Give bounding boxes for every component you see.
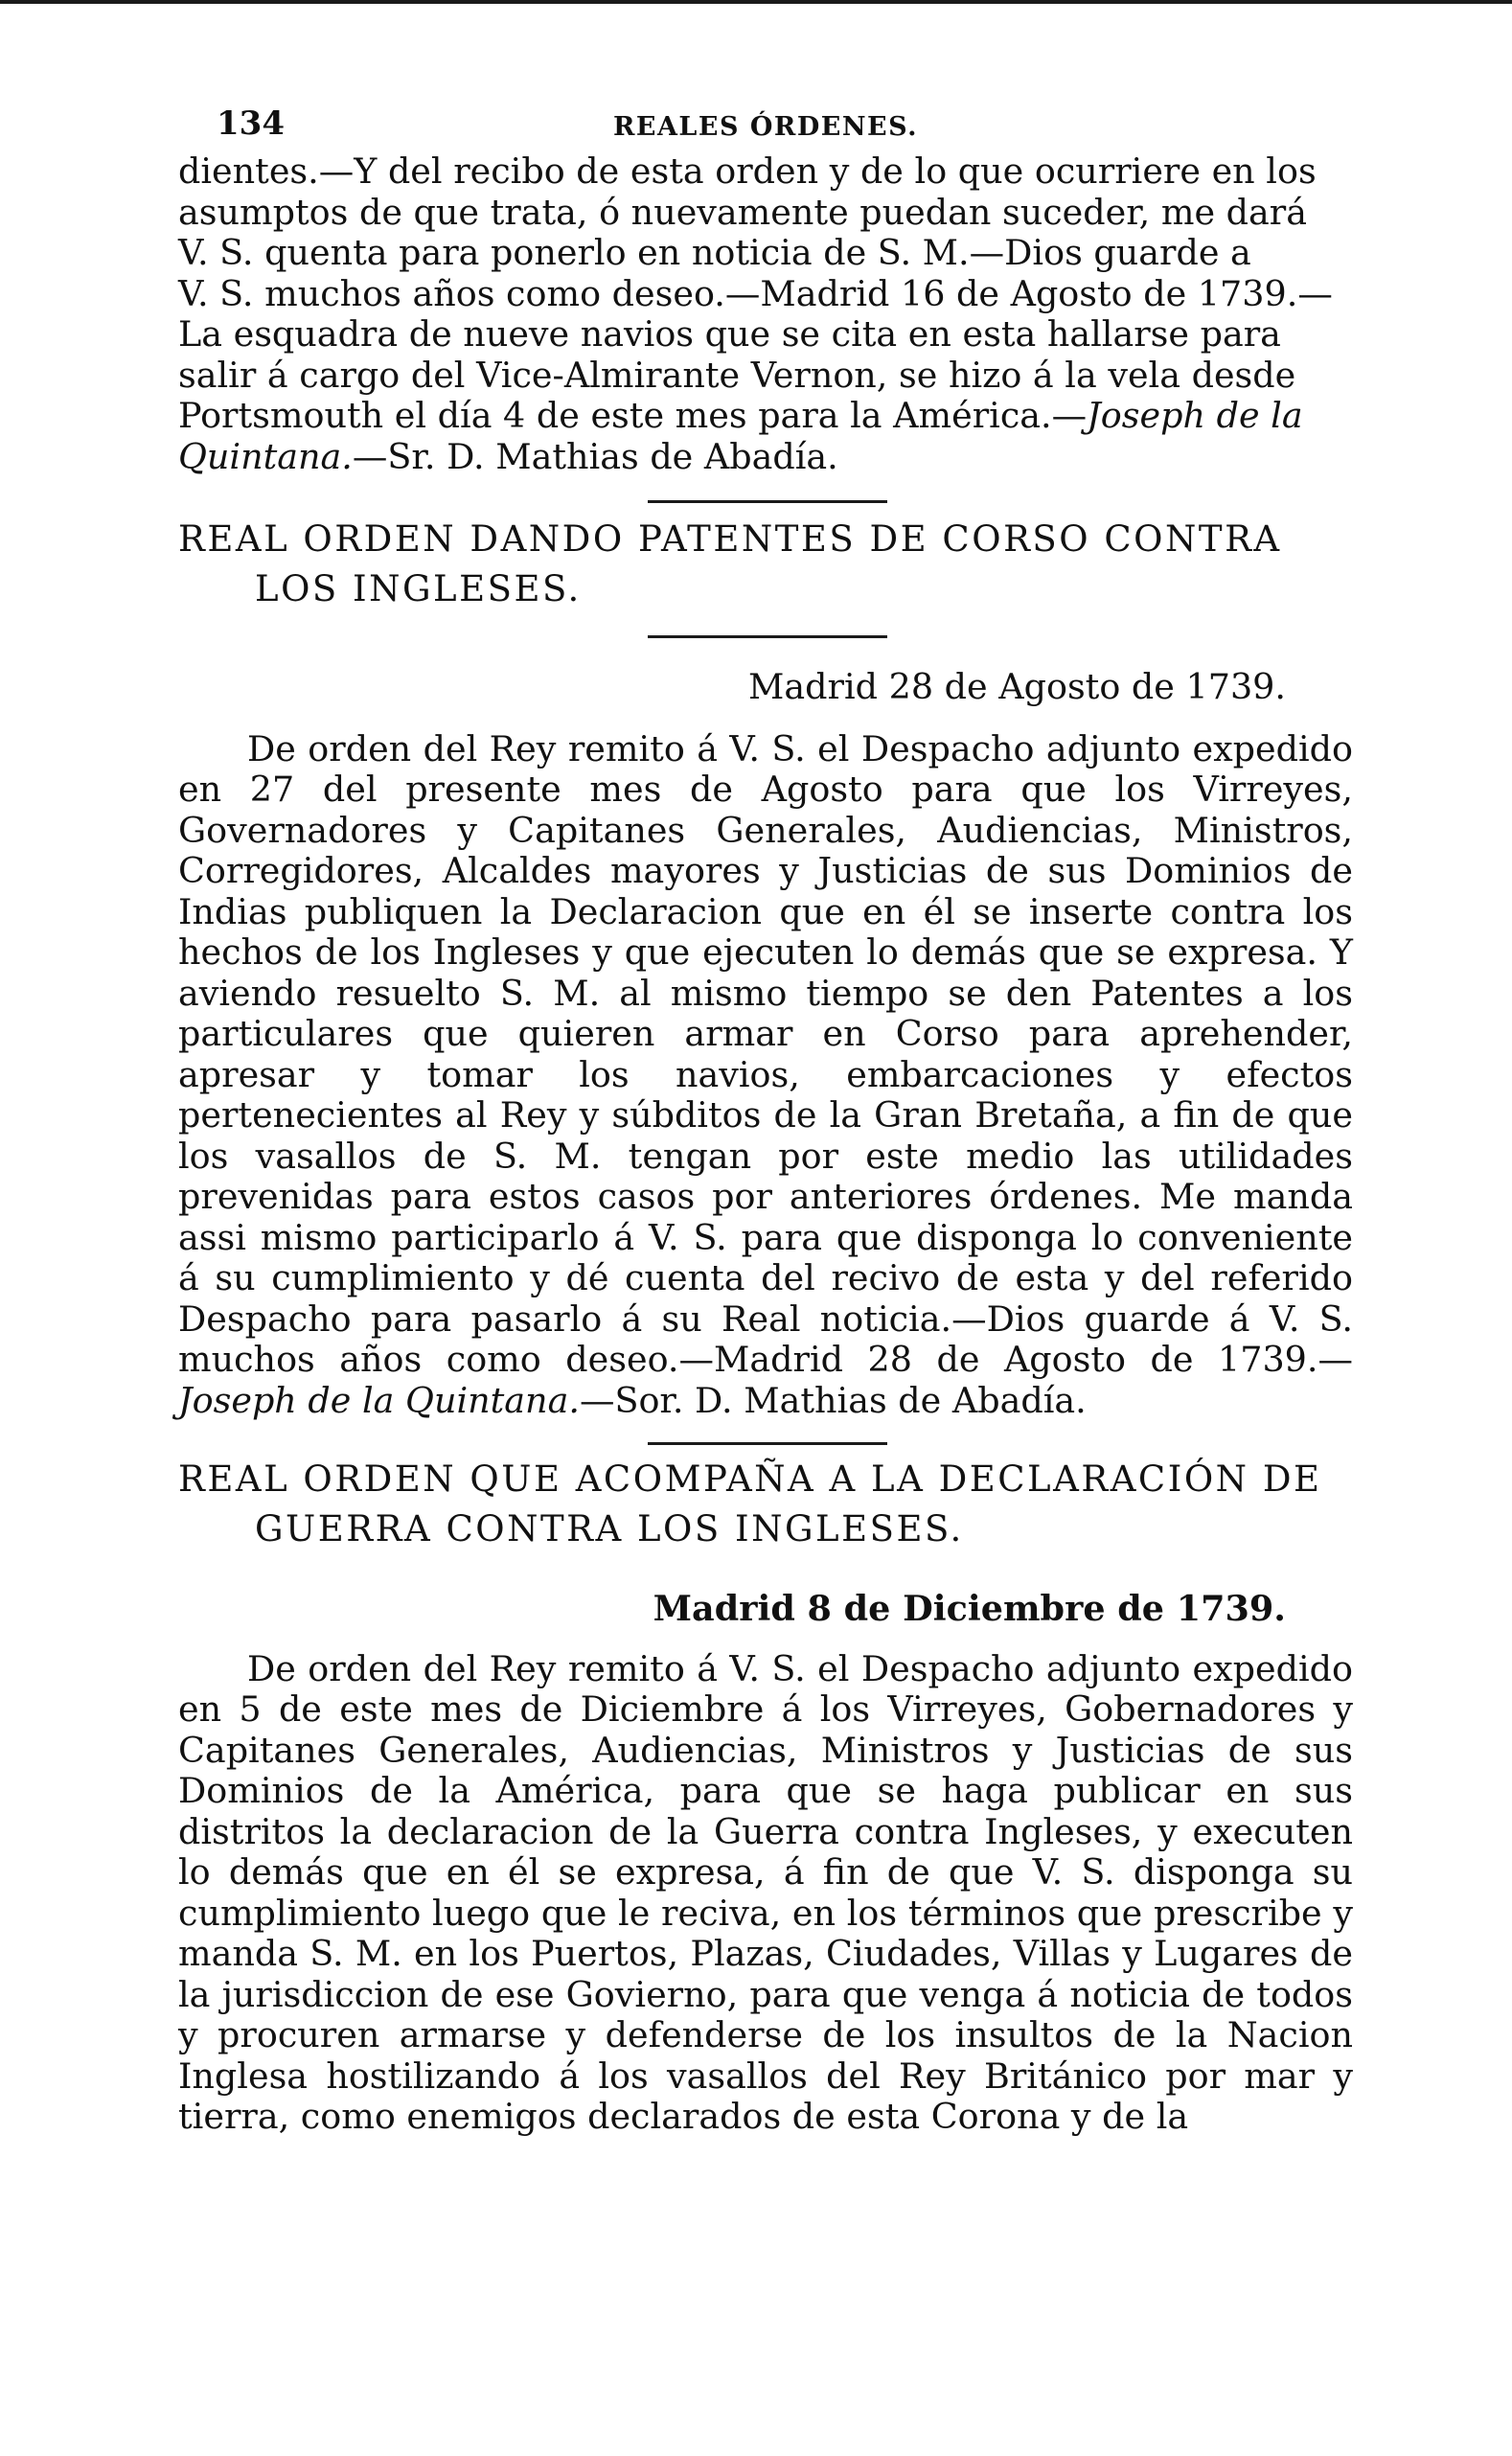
- text-line: [178, 437, 1353, 478]
- page-top-border: [0, 0, 1512, 4]
- text-run: —Sr. D. Mathias de Abadía.: [352, 435, 838, 477]
- text-line: dientes.—Y del recibo de esta orden y de lo que ocurriere en los: [178, 150, 1317, 192]
- text-line: V. S. muchos años como deseo.—Madrid 16 de Agosto de 1739.—: [178, 272, 1333, 314]
- section-heading-corso: REAL ORDEN DANDO PATENTES DE CORSO CONTRA LOS INGLESES.: [178, 518, 1282, 609]
- book-page: [178, 103, 1353, 2138]
- text-line: asumptos de que trata, ó nuevamente puedan suceder, me dará: [178, 191, 1308, 233]
- signature-name: Joseph de la Quintana.: [178, 1379, 580, 1421]
- body-paragraph-guerra: De orden del Rey remito á V. S. el Despacho adjunto expedido en 5 de este mes de Diciembre á los Virreyes, Gobernadores y Capitanes Generales, Audiencias, Ministros y Justicias de sus Dominios de la América, para que se haga publicar en sus distritos la declaracion de la Guerra contra Ingleses, y executen lo demás que en él se expresa, á fin de que V. S. disponga su cumplimiento luego que le reciva, en los términos que prescribe y manda S. M. en los Puertos, Plazas, Ciudades, Villas y Lugares de la jurisdiccion de ese Govierno, para que venga á noticia de todos y procuren armarse y defenderse de los insultos de la Nacion Inglesa hostilizando á los vasallos del Rey Británico por mar y tierra, como enemigos declarados de esta Corona y de la: [178, 1647, 1353, 2137]
- body-paragraph-corso: [178, 729, 1353, 1422]
- section-divider: [648, 635, 887, 638]
- section-divider: [648, 500, 887, 503]
- running-title: REALES ÓRDENES.: [612, 112, 919, 142]
- section-divider: [648, 1442, 887, 1445]
- text-line: salir á cargo del Vice-Almirante Vernon, se hizo á la vela desde: [178, 354, 1296, 396]
- signature-name: Joseph de la: [1087, 395, 1303, 436]
- text-line: V. S. quenta para ponerlo en noticia de S. M.—Dios guarde a: [178, 232, 1251, 273]
- continued-paragraph: [178, 151, 1353, 477]
- page-number: 134: [217, 104, 285, 143]
- signature-name: Quintana.: [178, 435, 353, 477]
- date-line-guerra: Madrid 8 de Diciembre de 1739.: [653, 1588, 1286, 1629]
- text-line: La esquadra de nueve navios que se cita en esta hallarse para: [178, 313, 1281, 355]
- section-heading-guerra: REAL ORDEN QUE ACOMPAÑA A LA DECLARACIÓN DE GUERRA CONTRA LOS INGLESES.: [178, 1458, 1322, 1549]
- text-run: Portsmouth el día 4 de este mes para la América.—: [178, 395, 1088, 436]
- running-header: [178, 103, 1353, 151]
- date-line-corso: Madrid 28 de Agosto de 1739.: [748, 666, 1286, 707]
- text-run: De orden del Rey remito á V. S. el Despacho adjunto expedido en 27 del presente mes de Agosto para que los Virreyes, Governadores y Capitanes Generales, Audiencias, Ministros, Corregidores, Alcaldes mayores y Justicias de sus Dominios de Indias publiquen la Declaracion que en él se inserte contra los hechos de los Ingleses y que ejecuten lo demás que se expresa. Y aviendo resuelto S. M. al mismo tiempo se den Patentes a los particulares que quieren armar en Corso para aprehender, apresar y tomar los navios, embarcaciones y efectos pertenecientes al Rey y súbditos de la Gran Bretaña, a fin de que los vasallos de S. M. tengan por este medio las utilidades prevenidas para estos casos por anteriores órdenes. Me manda assi mismo participarlo á V. S. para que disponga lo conveniente á su cumplimiento y dé cuenta del recivo de esta y del referido Despacho para pasarlo á su Real noticia.—Dios guarde á V. S. muchos años como deseo.—Madrid 28 de Agosto de 1739.—: [178, 727, 1353, 1380]
- text-line: [178, 396, 1353, 437]
- text-run: —Sor. D. Mathias de Abadía.: [579, 1379, 1087, 1421]
